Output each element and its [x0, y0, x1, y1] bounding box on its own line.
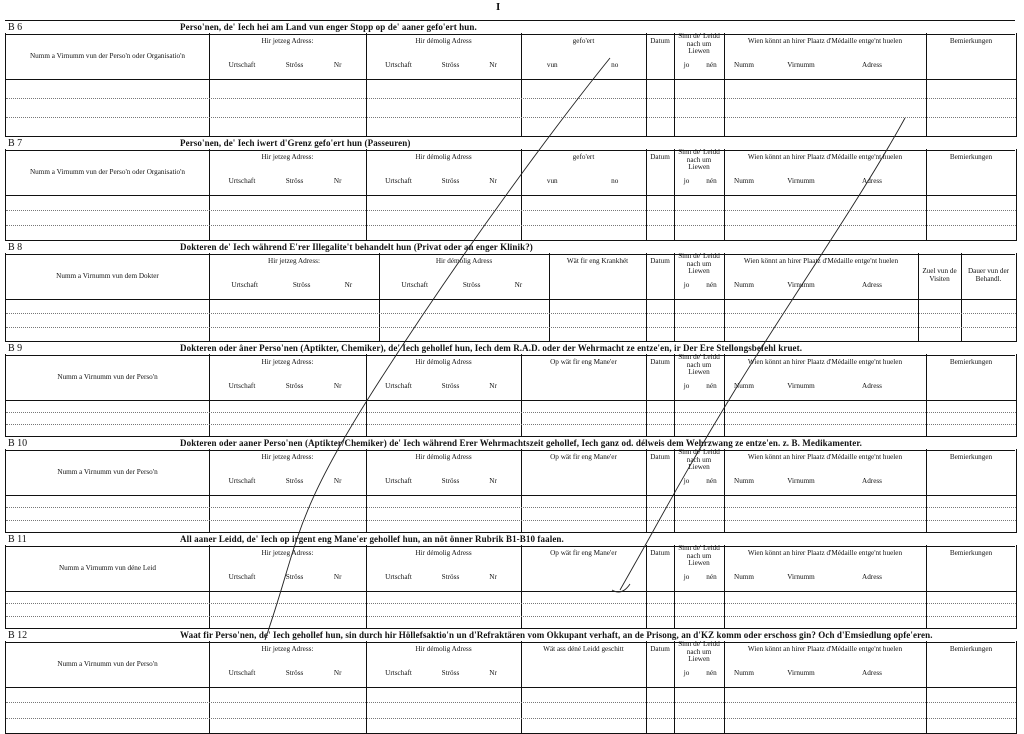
column-divider	[674, 33, 675, 136]
col-former-address-header: Hir démolig Adress	[415, 549, 472, 557]
section-title: Dokteren oder âner Perso'nen (Aptikter, Chemiker), de' Iech gehollef hun, Iech dem R.A.D. oder der Wehrmacht ze entze'en, ir Der Ere Stellongsbefehl kruet.	[180, 343, 803, 353]
current-address-sub-street: Ströss	[285, 382, 304, 390]
form-section-b6	[5, 20, 1015, 136]
medal-sub-address: Adress	[862, 177, 882, 185]
alive-sub-no: nén	[706, 477, 717, 485]
transported-sub-to: no	[611, 61, 619, 69]
former-address-sub-number: Nr	[489, 177, 497, 185]
medal-sub-surname: Numm	[734, 382, 754, 390]
former-address-sub-street: Ströss	[462, 281, 481, 289]
col-remarks-header: Bemierkungen	[949, 549, 993, 557]
alive-sub-yes: jo	[683, 177, 690, 185]
former-address-sub-number: Nr	[489, 669, 497, 677]
entry-row-line	[6, 702, 1016, 703]
entry-row-line	[6, 117, 1016, 118]
alive-sub-no: nén	[706, 573, 717, 581]
header-bottom-rule	[6, 495, 1016, 496]
medal-sub-address: Adress	[862, 669, 882, 677]
col-former-address-header: Hir démolig Adress	[415, 153, 472, 161]
col-name-header: Numm a Virnumm vun der Perso'n oder Organisatio'n	[29, 52, 185, 60]
header-bottom-rule	[6, 79, 1016, 80]
former-address-sub-number: Nr	[514, 281, 523, 289]
current-address-sub-number: Nr	[333, 177, 342, 185]
alive-sub-no: nén	[706, 281, 717, 289]
entry-row-line	[6, 424, 1016, 425]
section-table	[5, 641, 1017, 734]
former-address-sub-town: Urtschaft	[385, 573, 412, 581]
col-manner-header: Op wät fir eng Mane'er	[550, 358, 617, 366]
col-name-header: Numm a Virnumm vun der Perso'n	[57, 373, 158, 381]
column-divider	[209, 33, 210, 136]
alive-sub-yes: jo	[683, 669, 690, 677]
col-former-address-header: Hir démolig Adress	[415, 358, 472, 366]
column-divider	[521, 33, 522, 136]
col-remarks-header: Bemierkungen	[949, 153, 993, 161]
current-address-sub-street: Ströss	[285, 477, 304, 485]
entry-row-line	[6, 98, 1016, 99]
section-title: All aaner Leidd, de' Iech op irgent eng Mane'er gehollef hun, an nöt önner Rubrik B1-B10 faalen.	[180, 534, 564, 544]
section-table	[5, 449, 1017, 533]
current-address-sub-number: Nr	[333, 573, 342, 581]
current-address-sub-street: Ströss	[285, 61, 304, 69]
col-alive-header: Sinn de' Leidd nach um Liewen	[678, 252, 720, 275]
section-code: B 6	[8, 22, 23, 33]
current-address-sub-street: Ströss	[285, 177, 304, 185]
col-treatment-duration-header: Dauer vun der Behandl.	[967, 267, 1010, 283]
section-table	[5, 253, 1017, 342]
column-divider	[646, 33, 647, 136]
col-former-address-header: Hir démolig Adress	[415, 645, 472, 653]
col-current-address-header: Hir jetzeg Adress:	[261, 153, 314, 161]
current-address-sub-number: Nr	[344, 281, 353, 289]
current-address-sub-number: Nr	[333, 477, 342, 485]
current-address-sub-town: Urtschaft	[228, 177, 256, 185]
current-address-sub-town: Urtschaft	[228, 573, 256, 581]
medal-sub-address: Adress	[862, 61, 882, 69]
col-medal-recipient-header: Wien könnt an hirer Plaatz d'Médaille entge'nt huelen	[747, 645, 903, 653]
medal-sub-surname: Numm	[734, 477, 754, 485]
col-remarks-header: Bemierkungen	[949, 453, 993, 461]
former-address-sub-town: Urtschaft	[385, 177, 412, 185]
col-date-header: Datum	[650, 257, 670, 265]
header-bottom-rule	[6, 591, 1016, 592]
col-alive-header: Sinn de' Leidd nach um Liewen	[678, 448, 720, 471]
col-medal-recipient-header: Wien könnt an hirer Plaatz d'Médaille entge'nt huelen	[747, 358, 903, 366]
section-title: Waat fir Perso'nen, de' Iech gehollef hun, sin durch hir Höllefsaktio'n un d'Refraktären vom Okkupant verhaft, an de Prisong, an d'KZ komm oder erschoss gin? Och d'Emsiedlung opfe'eren.	[180, 630, 933, 640]
header-bottom-rule	[6, 299, 1016, 300]
medal-sub-firstname: Virnumm	[787, 669, 815, 677]
current-address-sub-town: Urtschaft	[228, 61, 256, 69]
header-bottom-rule	[6, 195, 1016, 196]
col-former-address-header: Hir démolig Adress	[415, 37, 472, 45]
col-manner-header: Wät fir eng Krankhét	[566, 257, 629, 265]
medal-sub-surname: Numm	[734, 669, 754, 677]
section-code: B 11	[8, 534, 27, 545]
col-current-address-header: Hir jetzeg Adress:	[261, 549, 314, 557]
col-date-header: Datum	[650, 37, 670, 45]
current-address-sub-street: Ströss	[285, 669, 304, 677]
entry-row-line	[6, 718, 1016, 719]
alive-sub-yes: jo	[683, 477, 690, 485]
former-address-sub-number: Nr	[489, 477, 497, 485]
col-current-address-header: Hir jetzeg Adress:	[261, 453, 314, 461]
column-divider	[724, 33, 725, 136]
entry-row-line	[6, 327, 1016, 328]
current-address-sub-number: Nr	[333, 382, 342, 390]
col-current-address-header: Hir jetzeg Adress:	[268, 257, 320, 265]
former-address-sub-street: Ströss	[441, 382, 460, 390]
medal-sub-address: Adress	[862, 477, 882, 485]
medal-sub-surname: Numm	[734, 281, 754, 289]
section-code: B 12	[8, 630, 28, 641]
form-section-b12	[5, 628, 1015, 733]
former-address-sub-number: Nr	[489, 61, 497, 69]
col-transported-header: gefo'ert	[572, 37, 595, 45]
medal-sub-address: Adress	[862, 281, 882, 289]
former-address-sub-town: Urtschaft	[401, 281, 429, 289]
former-address-sub-town: Urtschaft	[385, 669, 412, 677]
medal-sub-surname: Numm	[734, 61, 754, 69]
former-address-sub-town: Urtschaft	[385, 477, 412, 485]
top-mark: I	[496, 1, 501, 13]
entry-row-line	[6, 313, 1016, 314]
col-remarks-header: Bemierkungen	[949, 645, 993, 653]
entry-row-line	[6, 616, 1016, 617]
col-remarks-header: Bemierkungen	[949, 37, 993, 45]
col-date-header: Datum	[650, 358, 670, 366]
section-code: B 7	[8, 138, 23, 149]
former-address-sub-number: Nr	[489, 382, 497, 390]
entry-row-line	[6, 520, 1016, 521]
alive-sub-no: nén	[706, 177, 717, 185]
alive-sub-yes: jo	[683, 61, 690, 69]
medal-sub-firstname: Virnumm	[787, 573, 815, 581]
section-title: Perso'nen, de' Iech iwert d'Grenz gefo'ert hun (Passeuren)	[180, 138, 411, 148]
form-section-b10	[5, 436, 1015, 532]
transported-sub-from: vun	[546, 61, 558, 69]
col-former-address-header: Hir démolig Adress	[415, 453, 472, 461]
col-current-address-header: Hir jetzeg Adress:	[261, 358, 314, 366]
entry-row-line	[6, 412, 1016, 413]
column-divider	[926, 33, 927, 136]
former-address-sub-street: Ströss	[441, 477, 460, 485]
medal-sub-surname: Numm	[734, 573, 754, 581]
section-table	[5, 149, 1017, 241]
section-table	[5, 33, 1017, 137]
former-address-sub-street: Ströss	[441, 177, 460, 185]
col-alive-header: Sinn de' Leidd nach um Liewen	[678, 32, 720, 55]
former-address-sub-town: Urtschaft	[385, 61, 412, 69]
form-section-b8	[5, 240, 1015, 341]
current-address-sub-town: Urtschaft	[231, 281, 259, 289]
col-medal-recipient-header: Wien könnt an hirer Plaatz d'Médaille entge'nt huelen	[743, 257, 899, 265]
col-alive-header: Sinn de' Leidd nach um Liewen	[678, 640, 720, 663]
col-manner-header: Op wät fir eng Mane'er	[550, 549, 617, 557]
transported-sub-from: vun	[546, 177, 558, 185]
entry-row-line	[6, 210, 1016, 211]
col-alive-header: Sinn de' Leidd nach um Liewen	[678, 544, 720, 567]
form-section-b9	[5, 341, 1015, 436]
col-date-header: Datum	[650, 153, 670, 161]
medal-sub-firstname: Virnumm	[787, 477, 815, 485]
alive-sub-yes: jo	[683, 382, 690, 390]
entry-row-line	[6, 603, 1016, 604]
current-address-sub-town: Urtschaft	[228, 477, 256, 485]
current-address-sub-town: Urtschaft	[228, 382, 256, 390]
former-address-sub-street: Ströss	[441, 669, 460, 677]
col-alive-header: Sinn de' Leidd nach um Liewen	[678, 353, 720, 376]
col-name-header: Numm a Virnumm vun der Perso'n	[57, 660, 158, 668]
header-bottom-rule	[6, 400, 1016, 401]
section-table	[5, 545, 1017, 629]
col-alive-header: Sinn de' Leidd nach um Liewen	[678, 148, 720, 171]
alive-sub-no: nén	[706, 61, 717, 69]
alive-sub-no: nén	[706, 382, 717, 390]
col-medal-recipient-header: Wien könnt an hirer Plaatz d'Médaille entge'nt huelen	[747, 37, 903, 45]
former-address-sub-street: Ströss	[441, 61, 460, 69]
section-code: B 10	[8, 438, 28, 449]
entry-row-line	[6, 225, 1016, 226]
current-address-sub-street: Ströss	[292, 281, 311, 289]
col-name-header: Numm a Virnumm vun der Perso'n	[57, 468, 158, 476]
col-manner-header: Wät ass déné Leidd geschitt	[543, 645, 624, 653]
section-title: Dokteren oder aaner Perso'nen (Aptikter/Chemiker) de' Iech während Erer Wehrmachtszeit gehollef, Iech ganz od. délweis dem Wehrzwang ze entze'en. z. B. Medikamenter.	[180, 438, 862, 448]
section-title: Perso'nen, de' Iech hei am Land vun enger Stopp op de' aaner gefo'ert hun.	[180, 22, 477, 32]
alive-sub-yes: jo	[683, 573, 690, 581]
col-manner-header: Op wät fir eng Mane'er	[550, 453, 617, 461]
former-address-sub-number: Nr	[489, 573, 497, 581]
transported-sub-to: no	[611, 177, 619, 185]
col-transported-header: gefo'ert	[572, 153, 595, 161]
section-code: B 9	[8, 343, 23, 354]
current-address-sub-town: Urtschaft	[228, 669, 256, 677]
col-medal-recipient-header: Wien könnt an hirer Plaatz d'Médaille entge'nt huelen	[747, 153, 903, 161]
col-date-header: Datum	[650, 549, 670, 557]
col-medal-recipient-header: Wien könnt an hirer Plaatz d'Médaille entge'nt huelen	[747, 453, 903, 461]
medal-sub-firstname: Virnumm	[787, 281, 815, 289]
section-table	[5, 354, 1017, 437]
medal-sub-address: Adress	[862, 382, 882, 390]
col-former-address-header: Hir démolig Adress	[435, 257, 493, 265]
form-section-b11	[5, 532, 1015, 628]
col-name-header: Numm a Virnumm vun déne Leid	[58, 564, 157, 572]
col-current-address-header: Hir jetzeg Adress:	[261, 645, 314, 653]
medal-sub-surname: Numm	[734, 177, 754, 185]
alive-sub-yes: jo	[683, 281, 690, 289]
current-address-sub-street: Ströss	[285, 573, 304, 581]
col-remarks-header: Bemierkungen	[949, 358, 993, 366]
col-name-header: Numm a Virnumm vun der Perso'n oder Organisatio'n	[29, 168, 185, 176]
medal-sub-firstname: Virnumm	[787, 382, 815, 390]
section-title: Dokteren de' Iech während E'rer Illegalite't behandelt hun (Privat oder an enger Klinik?)	[180, 242, 533, 252]
former-address-sub-street: Ströss	[441, 573, 460, 581]
col-medal-recipient-header: Wien könnt an hirer Plaatz d'Médaille entge'nt huelen	[747, 549, 903, 557]
medal-sub-firstname: Virnumm	[787, 177, 815, 185]
col-name-header: Numm a Virnumm vun dem Dokter	[56, 272, 159, 280]
current-address-sub-number: Nr	[333, 61, 342, 69]
col-visits-count-header: Zuel vun de Visiten	[922, 267, 957, 283]
current-address-sub-number: Nr	[333, 669, 342, 677]
alive-sub-no: nén	[706, 669, 717, 677]
col-date-header: Datum	[650, 453, 670, 461]
former-address-sub-town: Urtschaft	[385, 382, 412, 390]
header-bottom-rule	[6, 687, 1016, 688]
form-section-b7	[5, 136, 1015, 240]
medal-sub-address: Adress	[862, 573, 882, 581]
col-date-header: Datum	[650, 645, 670, 653]
medal-sub-firstname: Virnumm	[787, 61, 815, 69]
section-code: B 8	[8, 242, 23, 253]
entry-row-line	[6, 507, 1016, 508]
col-current-address-header: Hir jetzeg Adress:	[261, 37, 314, 45]
column-divider	[366, 33, 367, 136]
